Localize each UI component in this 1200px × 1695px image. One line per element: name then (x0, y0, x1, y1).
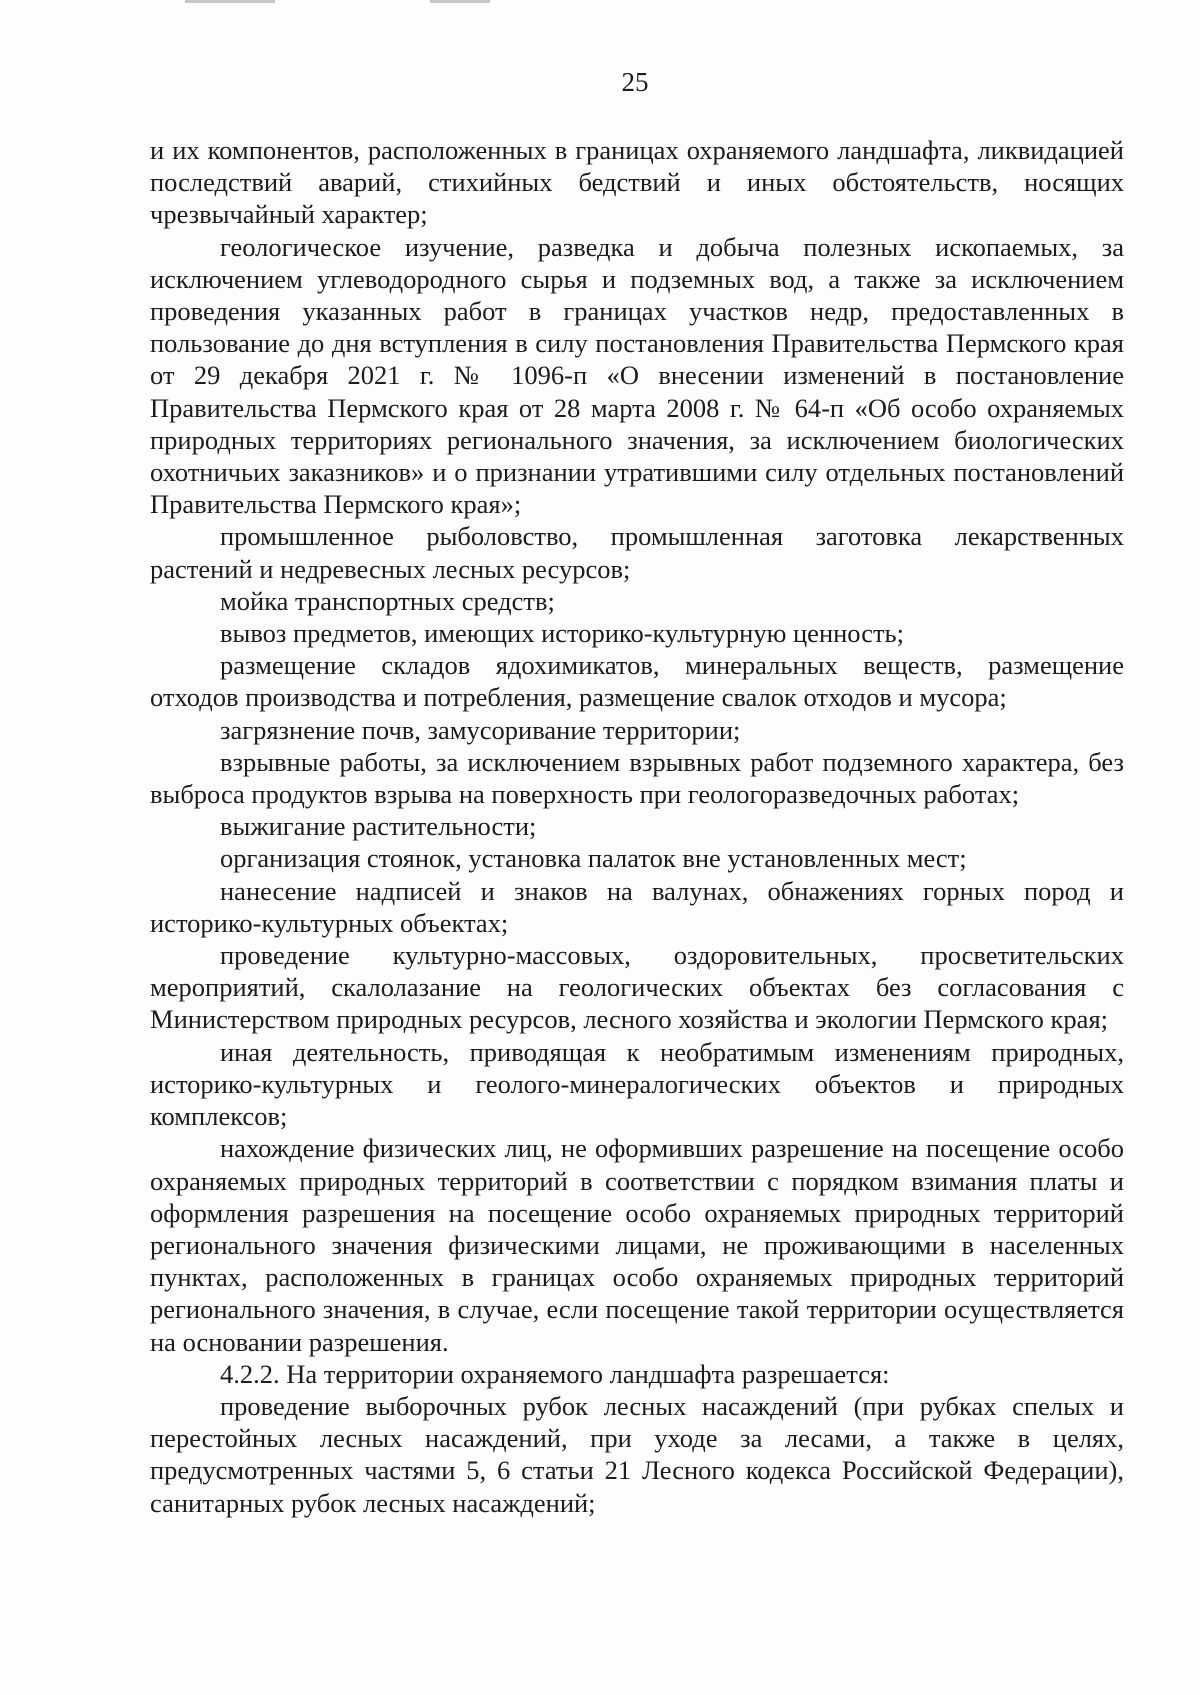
document-body (150, 134, 1124, 1519)
paragraph: проведение выборочных рубок лесных насаждений (при рубках спелых и перестойных лесных насаждений, при уходе за лесами, а также в целях, предусмотренных частями 5, 6 статьи 21 Лесного кодекса Российской Федерации), санитарных рубок лесных насаждений; (150, 1390, 1124, 1518)
section-paragraph: 4.2.2. На территории охраняемого ландшафта разрешается: (220, 1358, 890, 1389)
paragraph: промышленное рыболовство, промышленная заготовка лекарственных растений и недревесных лесных ресурсов; (150, 521, 1124, 584)
paragraph: вывоз предметов, имеющих историко-культурную ценность; (220, 618, 905, 649)
paragraph: иная деятельность, приводящая к необратимым изменениям природных, историко-культурных и геолого-минералогических объектов и природных комплексов; (150, 1036, 1124, 1132)
paragraph: организация стоянок, установка палаток вне установленных мест; (220, 843, 967, 874)
scan-artifact (185, 0, 275, 3)
scan-artifact (430, 0, 490, 3)
paragraph: нахождение физических лиц, не оформивших разрешение на посещение особо охраняемых природных территорий в соответствии с порядком взимания платы и оформления разрешения на посещение особо охраняемых природных территорий регионального значения физическими лицами, не проживающими в населенных пунктах, расположенных в границах особо охраняемых природных территорий регионального значения, в случае, если посещение такой территории осуществляется на основании разрешения. (150, 1133, 1124, 1357)
paragraph: и их компонентов, расположенных в границах охраняемого ландшафта, ликвидацией последствий аварий, стихийных бедствий и иных обстоятельств, носящих чрезвычайный характер; (150, 135, 1124, 230)
paragraph: загрязнение почв, замусоривание территории; (220, 714, 741, 745)
paragraph: мойка транспортных средств; (220, 585, 555, 616)
paragraph: нанесение надписей и знаков на валунах, обнажениях горных пород и историко-культурных объектах; (150, 875, 1124, 938)
paragraph: взрывные работы, за исключением взрывных работ подземного характера, без выброса продуктов взрыва на поверхность при геологоразведочных работах; (150, 746, 1124, 810)
paragraph: проведение культурно-массовых, оздоровительных, просветительских мероприятий, скалолазание на геологических объектах без согласования с Министерством природных ресурсов, лесного хозяйства и экологии Пермского края; (150, 940, 1124, 1035)
paragraph: размещение складов ядохимикатов, минеральных веществ, размещение отходов производства и потребления, размещение свалок отходов и мусора; (150, 650, 1124, 713)
page-number: 25 (621, 67, 649, 97)
paragraph: выжигание растительности; (220, 811, 537, 842)
paragraph: геологическое изучение, разведка и добыча полезных ископаемых, за исключением углеводородного сырья и подземных вод, а также за исключением проведения указанных работ в границах участков недр, предоставленных в пользование до дня вступления в силу постановления Правительства Пермского края от 29 декабря 2021 г. № 1096-п «О внесении изменений в постановление Правительства Пермского края от 28 марта 2008 г. № 64-п «Об особо охраняемых природных территориях регионального значения, за исключением биологических охотничьих заказников» и о признании утратившими силу отдельных постановлений Правительства Пермского края»; (150, 231, 1124, 520)
